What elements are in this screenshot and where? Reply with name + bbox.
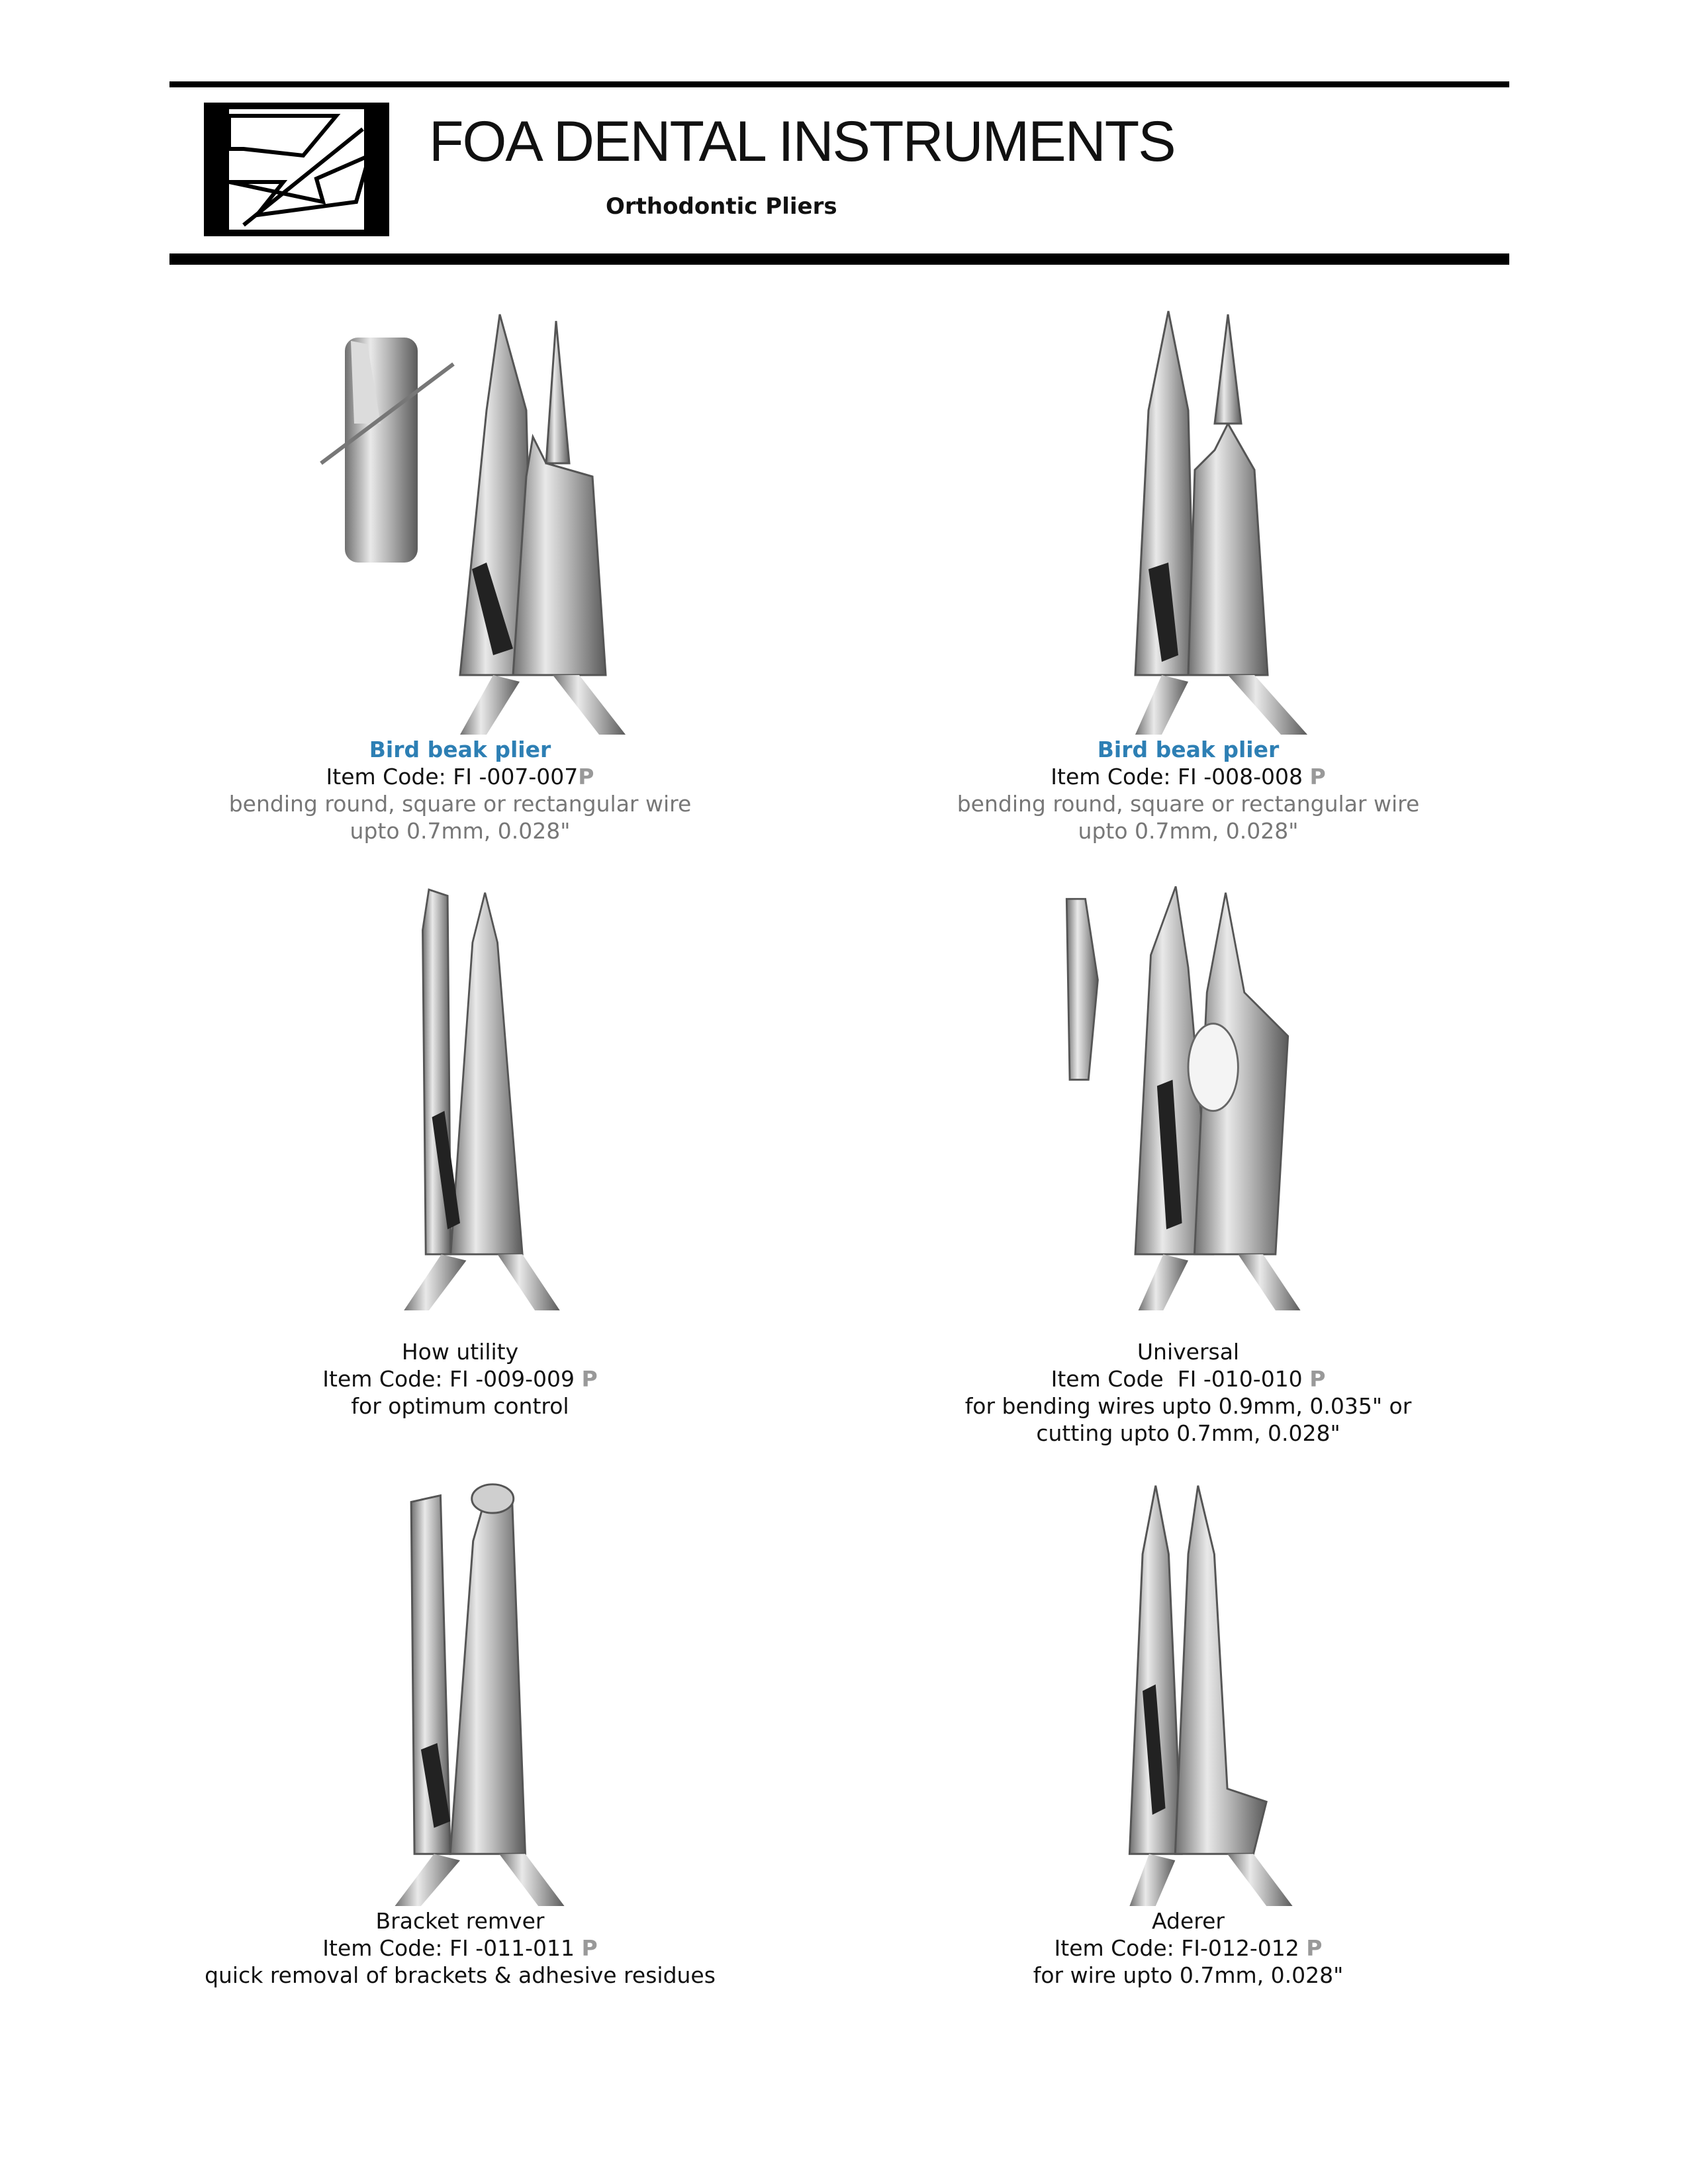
bird-beak-plier-icon — [818, 304, 1559, 735]
product-caption — [818, 1907, 1559, 1989]
item-code: FI -011-011 — [449, 1935, 575, 1961]
product-desc-line: for bending wires upto 0.9mm, 0.035" or — [964, 1393, 1412, 1419]
product-desc-line: for optimum control — [351, 1393, 569, 1419]
item-code: FI-012-012 — [1181, 1935, 1299, 1961]
item-code-label: Item Code — [1051, 1366, 1164, 1392]
item-code-suffix: P — [578, 764, 594, 790]
page-subtitle: Orthodontic Pliers — [606, 193, 837, 220]
item-code-suffix: P — [1309, 1366, 1326, 1392]
product-desc-line: bending round, square or rectangular wire — [228, 791, 692, 817]
product-caption — [89, 1907, 831, 1989]
product-desc-line: bending round, square or rectangular wire — [957, 791, 1420, 817]
item-code: FI -008-008 — [1178, 764, 1303, 790]
product-name: How utility — [401, 1339, 519, 1365]
header-top-rule — [169, 81, 1509, 87]
item-code: FI -010-010 — [1177, 1366, 1303, 1392]
product-desc-line: cutting upto 0.7mm, 0.028" — [1036, 1420, 1340, 1446]
item-code-label: Item Code: — [1054, 1935, 1174, 1961]
item-code-line — [818, 763, 1559, 790]
item-code-suffix: P — [1306, 1935, 1323, 1961]
how-utility-plier-icon — [89, 880, 831, 1310]
item-code-label: Item Code: — [322, 1935, 443, 1961]
item-code-label: Item Code: — [326, 764, 446, 790]
item-code-suffix: P — [581, 1366, 598, 1392]
aderer-plier-icon — [818, 1476, 1559, 1906]
product-name: Bird beak plier — [369, 737, 551, 762]
product-caption — [818, 736, 1559, 844]
item-code: FI -009-009 — [449, 1366, 575, 1392]
brand-title: FOA DENTAL INSTRUMENTS — [429, 110, 1175, 173]
product-caption — [818, 1338, 1559, 1447]
product-name: Bird beak plier — [1097, 737, 1280, 762]
item-code-suffix: P — [1309, 764, 1326, 790]
product-desc-line: for wire upto 0.7mm, 0.028" — [1033, 1962, 1344, 1988]
product-desc-line: quick removal of brackets & adhesive residues — [205, 1962, 716, 1988]
foa-logo-icon — [204, 103, 389, 236]
item-code-label: Item Code: — [322, 1366, 443, 1392]
item-code-line — [818, 1934, 1559, 1962]
item-code-line — [89, 1365, 831, 1392]
product-desc-line: upto 0.7mm, 0.028" — [1078, 818, 1299, 844]
item-code-label: Item Code: — [1051, 764, 1171, 790]
item-code-line — [89, 763, 831, 790]
bracket-remover-plier-icon — [89, 1476, 831, 1906]
item-code: FI -007-007 — [453, 764, 579, 790]
item-code-line — [818, 1365, 1559, 1392]
item-code-suffix: P — [581, 1935, 598, 1961]
item-code-line — [89, 1934, 831, 1962]
product-desc-line: upto 0.7mm, 0.028" — [350, 818, 571, 844]
header-bottom-rule — [169, 253, 1509, 265]
product-name: Bracket remver — [375, 1908, 545, 1934]
bird-beak-plier-icon — [89, 304, 831, 735]
universal-plier-icon — [818, 880, 1559, 1310]
product-caption — [89, 736, 831, 844]
product-name: Aderer — [1152, 1908, 1225, 1934]
product-caption — [89, 1338, 831, 1420]
product-name: Universal — [1137, 1339, 1240, 1365]
